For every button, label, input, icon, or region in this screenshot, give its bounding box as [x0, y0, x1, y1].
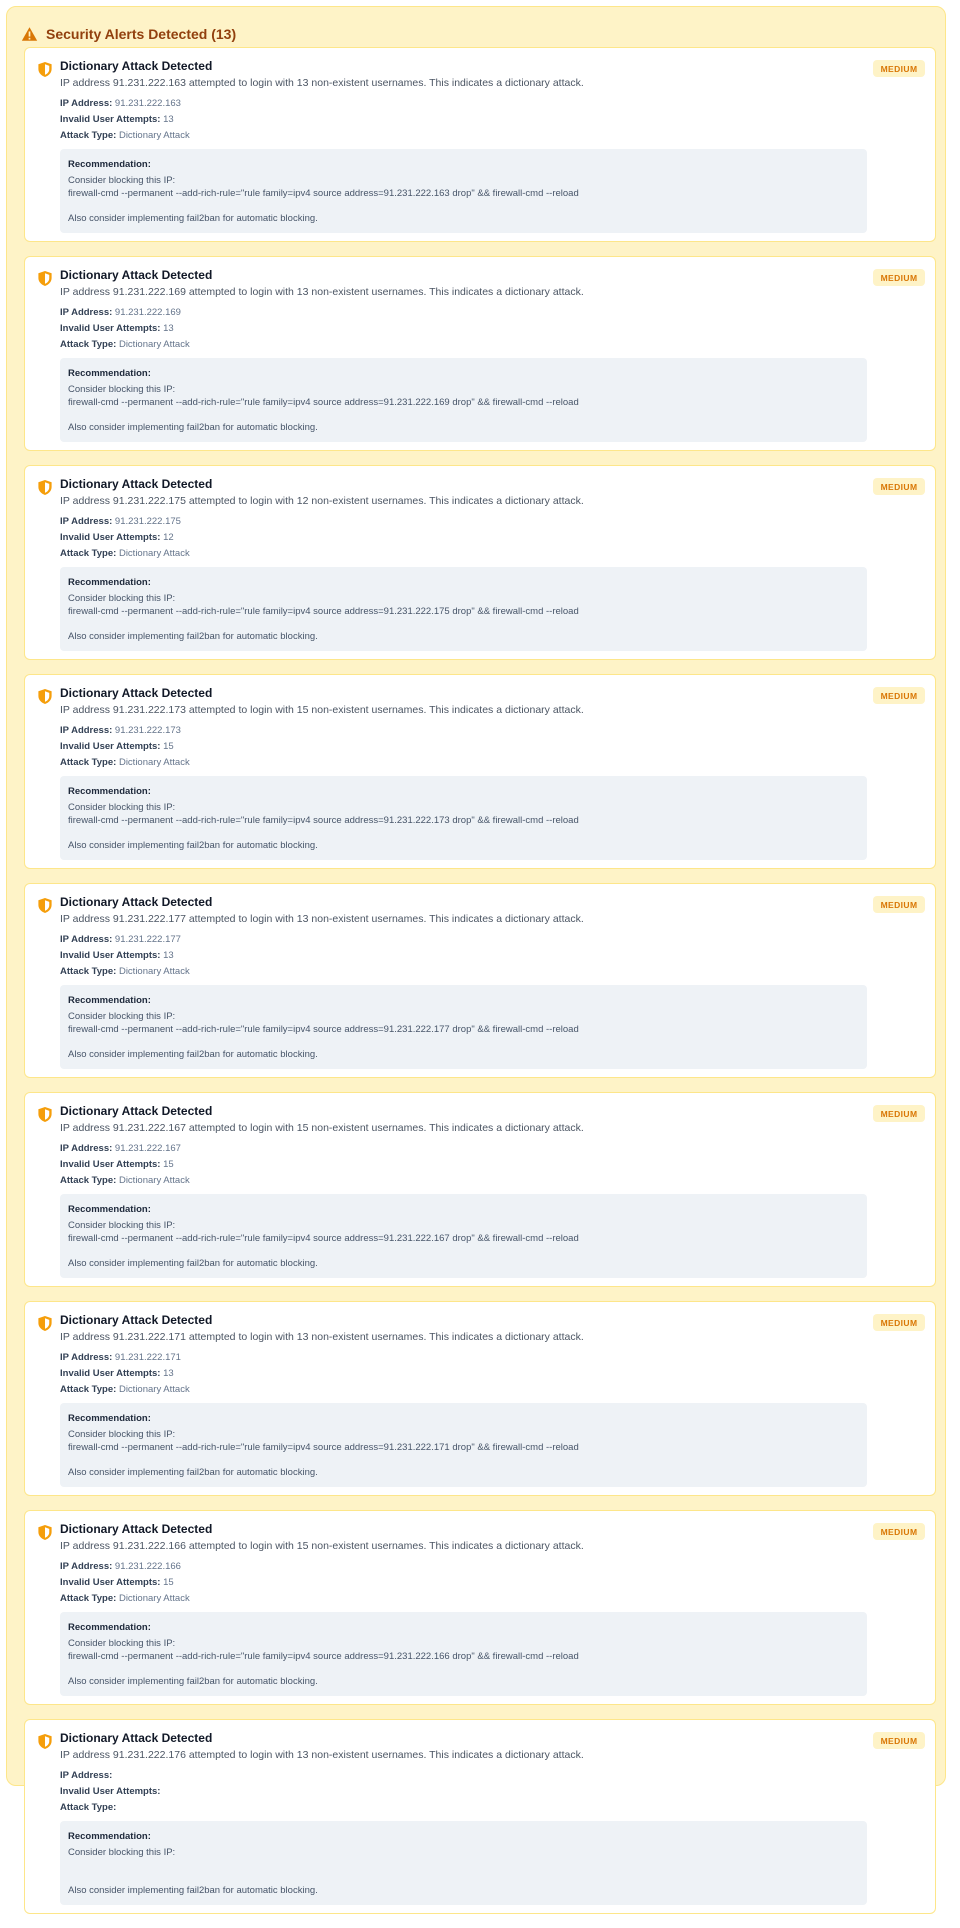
recommendation-box: [60, 1194, 867, 1278]
recommendation-label: Recommendation:: [68, 577, 151, 588]
fail2ban-note: Also consider implementing fail2ban for automatic blocking.: [68, 631, 318, 642]
ip-address-label: IP Address:: [60, 1143, 113, 1154]
alert-description: IP address 91.231.222.176 attempted to login with 13 non-existent usernames. This indicates a dictionary attack.: [60, 1749, 584, 1761]
recommendation-intro: Consider blocking this IP:: [68, 1220, 176, 1231]
attack-type-value: Dictionary Attack: [118, 1175, 190, 1186]
attack-type-row: [60, 966, 190, 977]
shield-icon: [37, 688, 53, 705]
firewall-command[interactable]: firewall-cmd --permanent --add-rich-rule="rule family=ipv4 source address=91.231.222.163 drop" && firewall-cmd --reload: [68, 188, 579, 199]
severity-badge: MEDIUM: [873, 478, 925, 495]
invalid-attempts-label: Invalid User Attempts:: [60, 532, 161, 543]
attack-type-row: [60, 1175, 190, 1186]
ip-address-row: [60, 98, 181, 109]
ip-address-label: IP Address:: [60, 934, 113, 945]
alert-title: Dictionary Attack Detected: [60, 477, 213, 491]
recommendation-box: [60, 776, 867, 860]
attack-type-label: Attack Type:: [60, 966, 117, 977]
attack-type-value: Dictionary Attack: [118, 339, 190, 350]
fail2ban-note: Also consider implementing fail2ban for automatic blocking.: [68, 422, 318, 433]
fail2ban-note: Also consider implementing fail2ban for automatic blocking.: [68, 1049, 318, 1060]
warning-triangle-icon: [21, 26, 38, 42]
ip-address-row: [60, 934, 181, 945]
attack-type-label: Attack Type:: [60, 130, 117, 141]
alert-description: IP address 91.231.222.171 attempted to login with 13 non-existent usernames. This indicates a dictionary attack.: [60, 1331, 584, 1343]
attack-type-label: Attack Type:: [60, 1593, 117, 1604]
recommendation-intro: Consider blocking this IP:: [68, 593, 176, 604]
attack-type-label: Attack Type:: [60, 757, 117, 768]
ip-address-row: [60, 307, 181, 318]
recommendation-intro: Consider blocking this IP:: [68, 802, 176, 813]
ip-address-row: [60, 1143, 181, 1154]
shield-icon: [37, 1733, 53, 1750]
attack-type-value: Dictionary Attack: [118, 1593, 190, 1604]
severity-badge: MEDIUM: [873, 1314, 925, 1331]
recommendation-intro: Consider blocking this IP:: [68, 1847, 176, 1858]
recommendation-label: Recommendation:: [68, 368, 151, 379]
invalid-attempts-row: [60, 532, 174, 543]
ip-address-row: [60, 725, 181, 736]
ip-address-label: IP Address:: [60, 1561, 113, 1572]
attack-type-value: Dictionary Attack: [118, 757, 190, 768]
alert-title: Dictionary Attack Detected: [60, 1522, 213, 1536]
severity-badge: MEDIUM: [873, 1732, 925, 1749]
invalid-attempts-value: 15: [163, 1577, 174, 1588]
attack-type-row: [60, 1802, 116, 1813]
panel-title: Security Alerts Detected (13): [46, 26, 237, 42]
invalid-attempts-value: 13: [163, 1368, 174, 1379]
invalid-attempts-label: Invalid User Attempts:: [60, 114, 161, 125]
recommendation-box: [60, 149, 867, 233]
invalid-attempts-row: [60, 950, 174, 961]
ip-address-row: [60, 1352, 181, 1363]
alert-card-1: [24, 47, 936, 242]
recommendation-box: [60, 1821, 867, 1905]
invalid-attempts-row: [60, 741, 174, 752]
attack-type-value: Dictionary Attack: [118, 130, 190, 141]
alert-card-9: [24, 1719, 936, 1914]
recommendation-label: Recommendation:: [68, 786, 151, 797]
invalid-attempts-row: [60, 1786, 160, 1797]
alert-list: [24, 47, 936, 1928]
firewall-command[interactable]: firewall-cmd --permanent --add-rich-rule="rule family=ipv4 source address=91.231.222.171 drop" && firewall-cmd --reload: [68, 1442, 579, 1453]
recommendation-intro: Consider blocking this IP:: [68, 175, 176, 186]
alert-description: IP address 91.231.222.167 attempted to login with 15 non-existent usernames. This indicates a dictionary attack.: [60, 1122, 584, 1134]
fail2ban-note: Also consider implementing fail2ban for automatic blocking.: [68, 840, 318, 851]
severity-badge: MEDIUM: [873, 1105, 925, 1122]
alert-description: IP address 91.231.222.169 attempted to login with 13 non-existent usernames. This indicates a dictionary attack.: [60, 286, 584, 298]
ip-address-value: 91.231.222.166: [114, 1561, 181, 1572]
shield-icon: [37, 270, 53, 287]
ip-address-value: 91.231.222.169: [114, 307, 181, 318]
recommendation-label: Recommendation:: [68, 1413, 151, 1424]
shield-icon: [37, 1106, 53, 1123]
recommendation-intro: Consider blocking this IP:: [68, 1429, 176, 1440]
firewall-command[interactable]: firewall-cmd --permanent --add-rich-rule="rule family=ipv4 source address=91.231.222.175 drop" && firewall-cmd --reload: [68, 606, 579, 617]
firewall-command[interactable]: firewall-cmd --permanent --add-rich-rule="rule family=ipv4 source address=91.231.222.167 drop" && firewall-cmd --reload: [68, 1233, 579, 1244]
alert-title: Dictionary Attack Detected: [60, 1731, 213, 1745]
invalid-attempts-label: Invalid User Attempts:: [60, 741, 161, 752]
firewall-command[interactable]: firewall-cmd --permanent --add-rich-rule="rule family=ipv4 source address=91.231.222.173 drop" && firewall-cmd --reload: [68, 815, 579, 826]
invalid-attempts-row: [60, 1159, 174, 1170]
ip-address-value: 91.231.222.173: [114, 725, 181, 736]
attack-type-label: Attack Type:: [60, 1384, 117, 1395]
alert-card-3: [24, 465, 936, 660]
shield-icon: [37, 1524, 53, 1541]
attack-type-label: Attack Type:: [60, 548, 117, 559]
invalid-attempts-label: Invalid User Attempts:: [60, 1368, 161, 1379]
attack-type-row: [60, 1593, 190, 1604]
invalid-attempts-row: [60, 1577, 174, 1588]
invalid-attempts-value: 15: [163, 741, 174, 752]
attack-type-row: [60, 548, 190, 559]
severity-badge: MEDIUM: [873, 60, 925, 77]
invalid-attempts-label: Invalid User Attempts:: [60, 1159, 161, 1170]
recommendation-label: Recommendation:: [68, 1622, 151, 1633]
attack-type-label: Attack Type:: [60, 1175, 117, 1186]
alert-card-7: [24, 1301, 936, 1496]
alert-card-5: [24, 883, 936, 1078]
alert-card-4: [24, 674, 936, 869]
recommendation-intro: Consider blocking this IP:: [68, 1011, 176, 1022]
shield-icon: [37, 479, 53, 496]
alert-description: IP address 91.231.222.166 attempted to login with 15 non-existent usernames. This indicates a dictionary attack.: [60, 1540, 584, 1552]
invalid-attempts-label: Invalid User Attempts:: [60, 1577, 161, 1588]
shield-icon: [37, 1315, 53, 1332]
alert-title: Dictionary Attack Detected: [60, 268, 213, 282]
ip-address-row: [60, 1770, 112, 1781]
alert-description: IP address 91.231.222.173 attempted to login with 15 non-existent usernames. This indicates a dictionary attack.: [60, 704, 584, 716]
attack-type-value: Dictionary Attack: [118, 966, 190, 977]
recommendation-intro: Consider blocking this IP:: [68, 384, 176, 395]
fail2ban-note: Also consider implementing fail2ban for automatic blocking.: [68, 1467, 318, 1478]
recommendation-intro: Consider blocking this IP:: [68, 1638, 176, 1649]
invalid-attempts-value: 13: [163, 114, 174, 125]
ip-address-row: [60, 516, 181, 527]
invalid-attempts-value: 15: [163, 1159, 174, 1170]
attack-type-row: [60, 130, 190, 141]
ip-address-row: [60, 1561, 181, 1572]
invalid-attempts-value: 13: [163, 323, 174, 334]
alert-title: Dictionary Attack Detected: [60, 1104, 213, 1118]
alert-description: IP address 91.231.222.163 attempted to login with 13 non-existent usernames. This indicates a dictionary attack.: [60, 77, 584, 89]
recommendation-label: Recommendation:: [68, 995, 151, 1006]
recommendation-box: [60, 985, 867, 1069]
attack-type-value: Dictionary Attack: [118, 1384, 190, 1395]
severity-badge: MEDIUM: [873, 1523, 925, 1540]
recommendation-box: [60, 1612, 867, 1696]
attack-type-label: Attack Type:: [60, 1802, 117, 1813]
alert-title: Dictionary Attack Detected: [60, 59, 213, 73]
alert-title: Dictionary Attack Detected: [60, 895, 213, 909]
alert-card-8: [24, 1510, 936, 1705]
shield-icon: [37, 61, 53, 78]
firewall-command[interactable]: firewall-cmd --permanent --add-rich-rule="rule family=ipv4 source address=91.231.222.177 drop" && firewall-cmd --reload: [68, 1024, 579, 1035]
invalid-attempts-value: 12: [163, 532, 174, 543]
invalid-attempts-row: [60, 114, 174, 125]
ip-address-value: 91.231.222.177: [114, 934, 181, 945]
ip-address-label: IP Address:: [60, 98, 113, 109]
ip-address-label: IP Address:: [60, 516, 113, 527]
severity-badge: MEDIUM: [873, 687, 925, 704]
attack-type-row: [60, 339, 190, 350]
fail2ban-note: Also consider implementing fail2ban for automatic blocking.: [68, 1676, 318, 1687]
fail2ban-note: Also consider implementing fail2ban for automatic blocking.: [68, 1258, 318, 1269]
ip-address-value: 91.231.222.175: [114, 516, 181, 527]
recommendation-label: Recommendation:: [68, 159, 151, 170]
ip-address-value: 91.231.222.163: [114, 98, 181, 109]
security-alerts-panel: [6, 6, 946, 1896]
fail2ban-note: Also consider implementing fail2ban for automatic blocking.: [68, 213, 318, 224]
attack-type-label: Attack Type:: [60, 339, 117, 350]
recommendation-box: [60, 567, 867, 651]
attack-type-row: [60, 757, 190, 768]
ip-address-label: IP Address:: [60, 1352, 113, 1363]
recommendation-label: Recommendation:: [68, 1831, 151, 1842]
ip-address-label: IP Address:: [60, 307, 113, 318]
alert-title: Dictionary Attack Detected: [60, 686, 213, 700]
ip-address-value: 91.231.222.171: [114, 1352, 181, 1363]
alert-card-6: [24, 1092, 936, 1287]
invalid-attempts-row: [60, 323, 174, 334]
alert-card-2: [24, 256, 936, 451]
shield-icon: [37, 897, 53, 914]
invalid-attempts-label: Invalid User Attempts:: [60, 950, 161, 961]
alert-description: IP address 91.231.222.177 attempted to login with 13 non-existent usernames. This indicates a dictionary attack.: [60, 913, 584, 925]
alert-title: Dictionary Attack Detected: [60, 1313, 213, 1327]
firewall-command[interactable]: firewall-cmd --permanent --add-rich-rule="rule family=ipv4 source address=91.231.222.166 drop" && firewall-cmd --reload: [68, 1651, 579, 1662]
invalid-attempts-label: Invalid User Attempts:: [60, 1786, 161, 1797]
attack-type-row: [60, 1384, 190, 1395]
ip-address-value: 91.231.222.167: [114, 1143, 181, 1154]
invalid-attempts-row: [60, 1368, 174, 1379]
severity-badge: MEDIUM: [873, 269, 925, 286]
firewall-command[interactable]: firewall-cmd --permanent --add-rich-rule="rule family=ipv4 source address=91.231.222.169 drop" && firewall-cmd --reload: [68, 397, 579, 408]
firewall-command[interactable]: [68, 1860, 859, 1873]
severity-badge: MEDIUM: [873, 896, 925, 913]
attack-type-value: Dictionary Attack: [118, 548, 190, 559]
recommendation-box: [60, 1403, 867, 1487]
recommendation-box: [60, 358, 867, 442]
invalid-attempts-value: 13: [163, 950, 174, 961]
alert-description: IP address 91.231.222.175 attempted to login with 12 non-existent usernames. This indicates a dictionary attack.: [60, 495, 584, 507]
ip-address-label: IP Address:: [60, 1770, 113, 1781]
panel-header: [21, 21, 236, 47]
fail2ban-note: Also consider implementing fail2ban for automatic blocking.: [68, 1885, 318, 1896]
recommendation-label: Recommendation:: [68, 1204, 151, 1215]
invalid-attempts-label: Invalid User Attempts:: [60, 323, 161, 334]
ip-address-label: IP Address:: [60, 725, 113, 736]
